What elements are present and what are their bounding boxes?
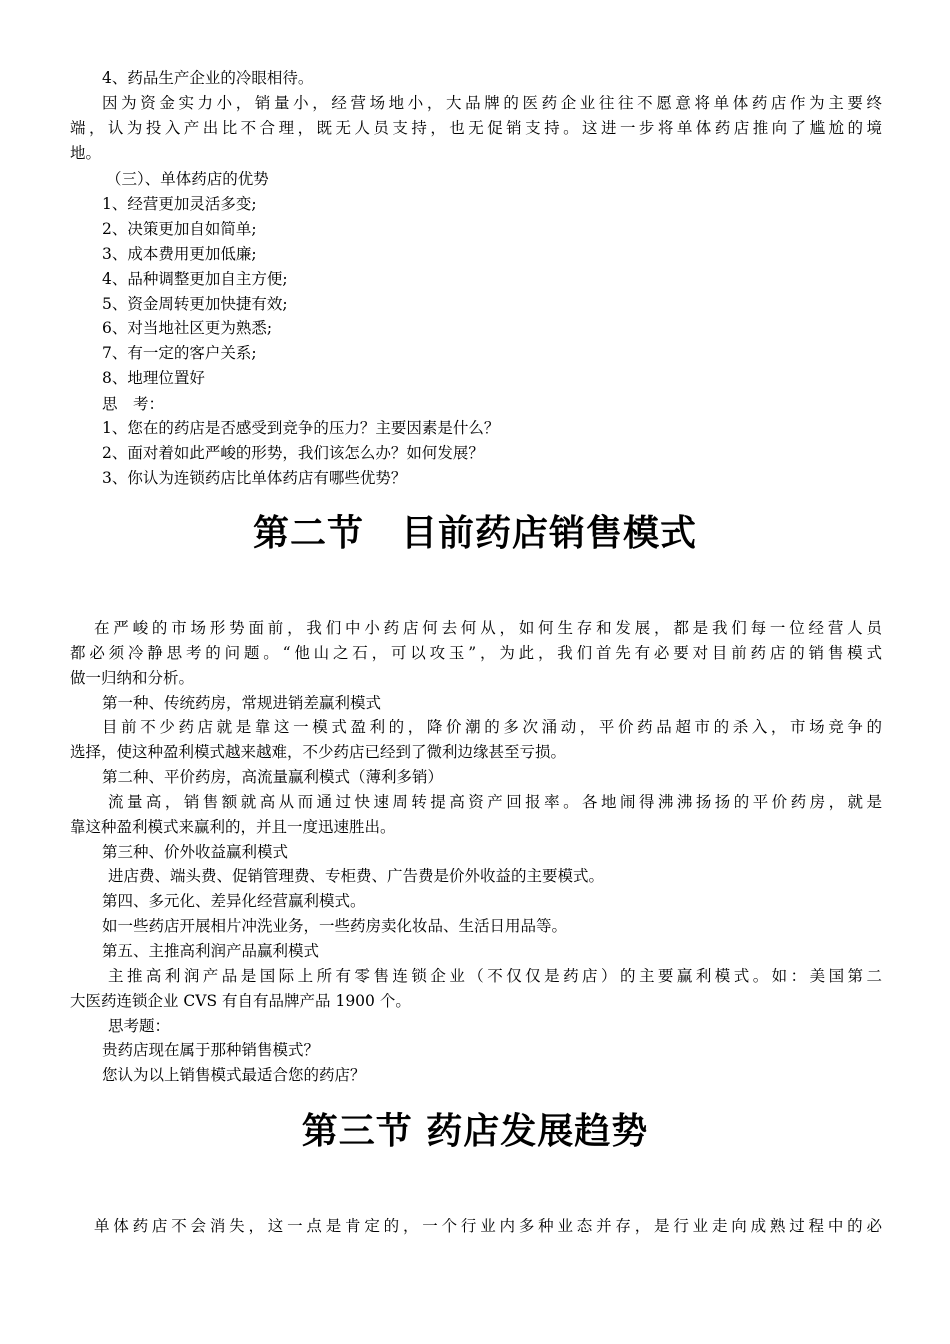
advantage-item: 8、地理位置好 bbox=[102, 369, 205, 387]
mode-2-title: 第二种、平价药房，高流量赢利模式（薄利多销） bbox=[102, 768, 444, 786]
mode-5-line-2: 大医药连锁企业 CVS 有自有品牌产品 1900 个。 bbox=[70, 992, 411, 1010]
intro-paragraph-line-1: 因为资金实力小，销量小，经营场地小，大品牌的医药企业往往不愿意将单体药店作为主要终 bbox=[102, 94, 882, 112]
think-label: 思 考： bbox=[102, 395, 165, 413]
mode-4-title: 第四、多元化、差异化经营赢利模式。 bbox=[102, 892, 366, 910]
mode-2-line-1: 流量高，销售额就高从而通过快速周转提高资产回报率。各地闹得沸沸扬扬的平价药房，就是 bbox=[108, 793, 882, 811]
section-3-heading: 第三节 药店发展趋势 bbox=[301, 1111, 649, 1152]
mode-2-line-2: 靠这种盈利模式来赢利的，并且一度迅速胜出。 bbox=[70, 818, 396, 836]
advantage-item: 7、有一定的客户关系; bbox=[102, 344, 257, 362]
mode-4-line-1: 如一些药店开展相片冲洗业务，一些药房卖化妆品、生活日用品等。 bbox=[102, 917, 568, 935]
think-question: 3、你认为连锁药店比单体药店有哪些优势？ bbox=[102, 469, 407, 487]
intro-paragraph-line-3: 地。 bbox=[70, 144, 102, 162]
mode-1-line-1: 目前不少药店就是靠这一模式盈利的，降价潮的多次涌动，平价药品超市的杀入，市场竞争的 bbox=[102, 718, 882, 736]
intro-item-4: 4、药品生产企业的冷眼相待。 bbox=[102, 69, 314, 87]
mode-1-line-2: 选择，使这种盈利模式越来越难，不少药店已经到了微利边缘甚至亏损。 bbox=[70, 743, 567, 761]
advantage-item: 6、对当地社区更为熟悉; bbox=[102, 319, 273, 337]
section-2-intro-line-3: 做一归纳和分析。 bbox=[70, 669, 195, 687]
mode-1-title: 第一种、传统药房，常规进销差赢利模式 bbox=[102, 694, 382, 712]
mode-5-line-1: 主推高利润产品是国际上所有零售连锁企业（不仅仅是药店）的主要赢利模式。如：美国第二 bbox=[108, 967, 882, 985]
intro-paragraph-line-2: 端，认为投入产出比不合理，既无人员支持，也无促销支持。这进一步将单体药店推向了尴尬的境 bbox=[70, 119, 882, 137]
section-2-intro-line-1: 在严峻的市场形势面前，我们中小药店何去何从，如何生存和发展，都是我们每一位经营人员 bbox=[94, 619, 882, 637]
mode-5-title: 第五、主推高利润产品赢利模式 bbox=[102, 942, 320, 960]
advantage-item: 3、成本费用更加低廉; bbox=[102, 245, 257, 263]
section-2-think-label: 思考题： bbox=[108, 1017, 171, 1035]
section-2-think-question: 您认为以上销售模式最适合您的药店？ bbox=[102, 1066, 366, 1084]
section-2-intro-line-2: 都必须冷静思考的问题。“他山之石，可以攻玉”，为此，我们首先有必要对目前药店的销售模式 bbox=[70, 644, 882, 662]
advantage-item: 1、经营更加灵活多变; bbox=[102, 195, 257, 213]
advantages-title: （三）、单体药店的优势 bbox=[106, 170, 269, 188]
section-2-think-question: 贵药店现在属于那种销售模式？ bbox=[102, 1041, 320, 1059]
advantage-item: 5、资金周转更加快捷有效; bbox=[102, 295, 288, 313]
advantage-item: 2、决策更加自如简单; bbox=[102, 220, 257, 238]
section-2-heading: 第二节 目前药店销售模式 bbox=[252, 513, 697, 554]
advantage-item: 4、品种调整更加自主方便; bbox=[102, 270, 288, 288]
section-3-intro-line-1: 单体药店不会消失，这一点是肯定的，一个行业内多种业态并存，是行业走向成熟过程中的必 bbox=[94, 1217, 882, 1235]
mode-3-title: 第三种、价外收益赢利模式 bbox=[102, 843, 289, 861]
think-question: 1、您在的药店是否感受到竞争的压力？主要因素是什么？ bbox=[102, 419, 500, 437]
think-question: 2、面对着如此严峻的形势，我们该怎么办？如何发展？ bbox=[102, 444, 484, 462]
mode-3-line-1: 进店费、端头费、促销管理费、专柜费、广告费是价外收益的主要模式。 bbox=[108, 867, 605, 885]
